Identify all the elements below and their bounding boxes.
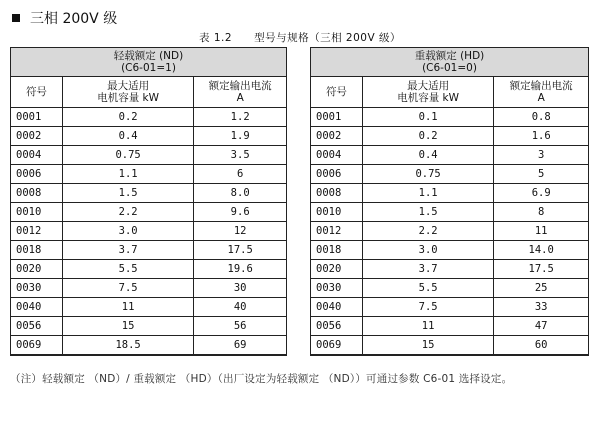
nd-title: 轻载额定 (ND) xyxy=(113,50,184,62)
hd-current-cell: 11 xyxy=(494,222,589,241)
nd-table-row xyxy=(11,184,287,203)
hd-capacity-cell: 0.4 xyxy=(362,146,493,165)
hd-capacity-cell: 7.5 xyxy=(362,298,493,317)
nd-table-row xyxy=(11,279,287,298)
hd-table xyxy=(310,47,589,356)
hd-table-row xyxy=(311,241,589,260)
hd-table-row xyxy=(311,203,589,222)
section-title-text: 三相 200V 级 xyxy=(30,11,118,27)
hd-capacity-cell: 1.1 xyxy=(362,184,493,203)
nd-col-capacity-line2: 电机容量 kW xyxy=(97,92,160,104)
nd-table-row xyxy=(11,317,287,336)
hd-code-cell: 0030 xyxy=(311,279,363,298)
nd-current-cell: 56 xyxy=(194,317,287,336)
nd-capacity-cell: 7.5 xyxy=(62,279,193,298)
hd-current-cell: 60 xyxy=(494,336,589,356)
hd-table-row xyxy=(311,127,589,146)
square-bullet-icon xyxy=(12,14,20,22)
nd-capacity-cell: 3.0 xyxy=(62,222,193,241)
hd-table-row xyxy=(311,336,589,356)
hd-table-row xyxy=(311,108,589,127)
section-title xyxy=(12,8,117,28)
nd-capacity-cell: 3.7 xyxy=(62,241,193,260)
hd-code-cell: 0040 xyxy=(311,298,363,317)
nd-current-cell: 40 xyxy=(194,298,287,317)
nd-table-row xyxy=(11,165,287,184)
hd-col-capacity-line1: 最大适用 xyxy=(407,80,450,92)
hd-code-cell: 0012 xyxy=(311,222,363,241)
hd-code-cell: 0056 xyxy=(311,317,363,336)
nd-current-cell: 17.5 xyxy=(194,241,287,260)
hd-code-cell: 0002 xyxy=(311,127,363,146)
nd-code-cell: 0020 xyxy=(11,260,63,279)
hd-param: (C6-01=0) xyxy=(422,62,477,74)
nd-table-row xyxy=(11,260,287,279)
nd-capacity-cell: 0.4 xyxy=(62,127,193,146)
hd-capacity-cell: 15 xyxy=(362,336,493,356)
nd-capacity-cell: 5.5 xyxy=(62,260,193,279)
nd-table-row xyxy=(11,222,287,241)
nd-current-cell: 1.2 xyxy=(194,108,287,127)
nd-col-capacity-line1: 最大适用 xyxy=(107,80,150,92)
nd-code-cell: 0001 xyxy=(11,108,63,127)
hd-current-cell: 17.5 xyxy=(494,260,589,279)
nd-capacity-cell: 0.75 xyxy=(62,146,193,165)
hd-col-current xyxy=(494,77,589,108)
hd-code-cell: 0001 xyxy=(311,108,363,127)
nd-col-capacity xyxy=(62,77,193,108)
hd-table-row xyxy=(311,317,589,336)
nd-table-row xyxy=(11,146,287,165)
hd-col-current-line2: A xyxy=(537,92,545,104)
nd-current-cell: 69 xyxy=(194,336,287,356)
hd-capacity-cell: 11 xyxy=(362,317,493,336)
hd-col-current-line1: 额定输出电流 xyxy=(509,80,573,92)
nd-code-cell: 0002 xyxy=(11,127,63,146)
nd-current-cell: 8.0 xyxy=(194,184,287,203)
hd-capacity-cell: 2.2 xyxy=(362,222,493,241)
hd-col-capacity-line2: 电机容量 kW xyxy=(397,92,460,104)
hd-capacity-cell: 3.7 xyxy=(362,260,493,279)
nd-header xyxy=(11,48,287,77)
nd-table xyxy=(10,47,287,356)
hd-current-cell: 8 xyxy=(494,203,589,222)
hd-table-row xyxy=(311,146,589,165)
hd-capacity-cell: 5.5 xyxy=(362,279,493,298)
nd-capacity-cell: 2.2 xyxy=(62,203,193,222)
nd-capacity-cell: 11 xyxy=(62,298,193,317)
hd-current-cell: 6.9 xyxy=(494,184,589,203)
hd-current-cell: 47 xyxy=(494,317,589,336)
hd-current-cell: 5 xyxy=(494,165,589,184)
hd-capacity-cell: 3.0 xyxy=(362,241,493,260)
nd-current-cell: 3.5 xyxy=(194,146,287,165)
hd-code-cell: 0004 xyxy=(311,146,363,165)
hd-current-cell: 0.8 xyxy=(494,108,589,127)
nd-capacity-cell: 0.2 xyxy=(62,108,193,127)
nd-col-code: 符号 xyxy=(11,77,63,108)
hd-code-cell: 0069 xyxy=(311,336,363,356)
nd-table-row xyxy=(11,108,287,127)
hd-code-cell: 0010 xyxy=(311,203,363,222)
nd-table-row xyxy=(11,298,287,317)
hd-current-cell: 1.6 xyxy=(494,127,589,146)
hd-capacity-cell: 0.75 xyxy=(362,165,493,184)
nd-current-cell: 6 xyxy=(194,165,287,184)
nd-table-row xyxy=(11,241,287,260)
nd-code-cell: 0008 xyxy=(11,184,63,203)
hd-header xyxy=(311,48,589,77)
nd-code-cell: 0069 xyxy=(11,336,63,356)
nd-col-current xyxy=(194,77,287,108)
nd-table-row xyxy=(11,336,287,356)
nd-capacity-cell: 1.5 xyxy=(62,184,193,203)
hd-table-row xyxy=(311,165,589,184)
nd-current-cell: 12 xyxy=(194,222,287,241)
nd-col-current-line1: 额定输出电流 xyxy=(208,80,272,92)
hd-capacity-cell: 1.5 xyxy=(362,203,493,222)
hd-table-row xyxy=(311,298,589,317)
hd-col-capacity xyxy=(362,77,493,108)
hd-current-cell: 25 xyxy=(494,279,589,298)
nd-current-cell: 1.9 xyxy=(194,127,287,146)
hd-title: 重载额定 (HD) xyxy=(414,50,485,62)
hd-table-row xyxy=(311,184,589,203)
nd-code-cell: 0056 xyxy=(11,317,63,336)
hd-capacity-cell: 0.2 xyxy=(362,127,493,146)
hd-current-cell: 3 xyxy=(494,146,589,165)
nd-param: (C6-01=1) xyxy=(121,62,176,74)
nd-current-cell: 19.6 xyxy=(194,260,287,279)
hd-code-cell: 0006 xyxy=(311,165,363,184)
footnote: （注）轻载额定 （ND）/ 重载额定 （HD）（出厂设定为轻载额定 （ND））可通过参数 C6-01 选择设定。 xyxy=(10,373,513,385)
hd-code-cell: 0020 xyxy=(311,260,363,279)
hd-code-cell: 0008 xyxy=(311,184,363,203)
hd-current-cell: 33 xyxy=(494,298,589,317)
nd-code-cell: 0040 xyxy=(11,298,63,317)
hd-code-cell: 0018 xyxy=(311,241,363,260)
nd-code-cell: 0010 xyxy=(11,203,63,222)
nd-code-cell: 0004 xyxy=(11,146,63,165)
nd-capacity-cell: 15 xyxy=(62,317,193,336)
hd-table-row xyxy=(311,260,589,279)
nd-current-cell: 9.6 xyxy=(194,203,287,222)
nd-col-current-line2: A xyxy=(236,92,244,104)
hd-table-row xyxy=(311,222,589,241)
nd-code-cell: 0030 xyxy=(11,279,63,298)
hd-col-code: 符号 xyxy=(311,77,363,108)
nd-code-cell: 0006 xyxy=(11,165,63,184)
nd-table-row xyxy=(11,127,287,146)
nd-table-row xyxy=(11,203,287,222)
table-caption: 表 1.2 型号与规格（三相 200V 级） xyxy=(199,32,401,44)
nd-current-cell: 30 xyxy=(194,279,287,298)
nd-code-cell: 0018 xyxy=(11,241,63,260)
nd-capacity-cell: 1.1 xyxy=(62,165,193,184)
nd-capacity-cell: 18.5 xyxy=(62,336,193,356)
nd-code-cell: 0012 xyxy=(11,222,63,241)
hd-capacity-cell: 0.1 xyxy=(362,108,493,127)
hd-current-cell: 14.0 xyxy=(494,241,589,260)
hd-table-row xyxy=(311,279,589,298)
